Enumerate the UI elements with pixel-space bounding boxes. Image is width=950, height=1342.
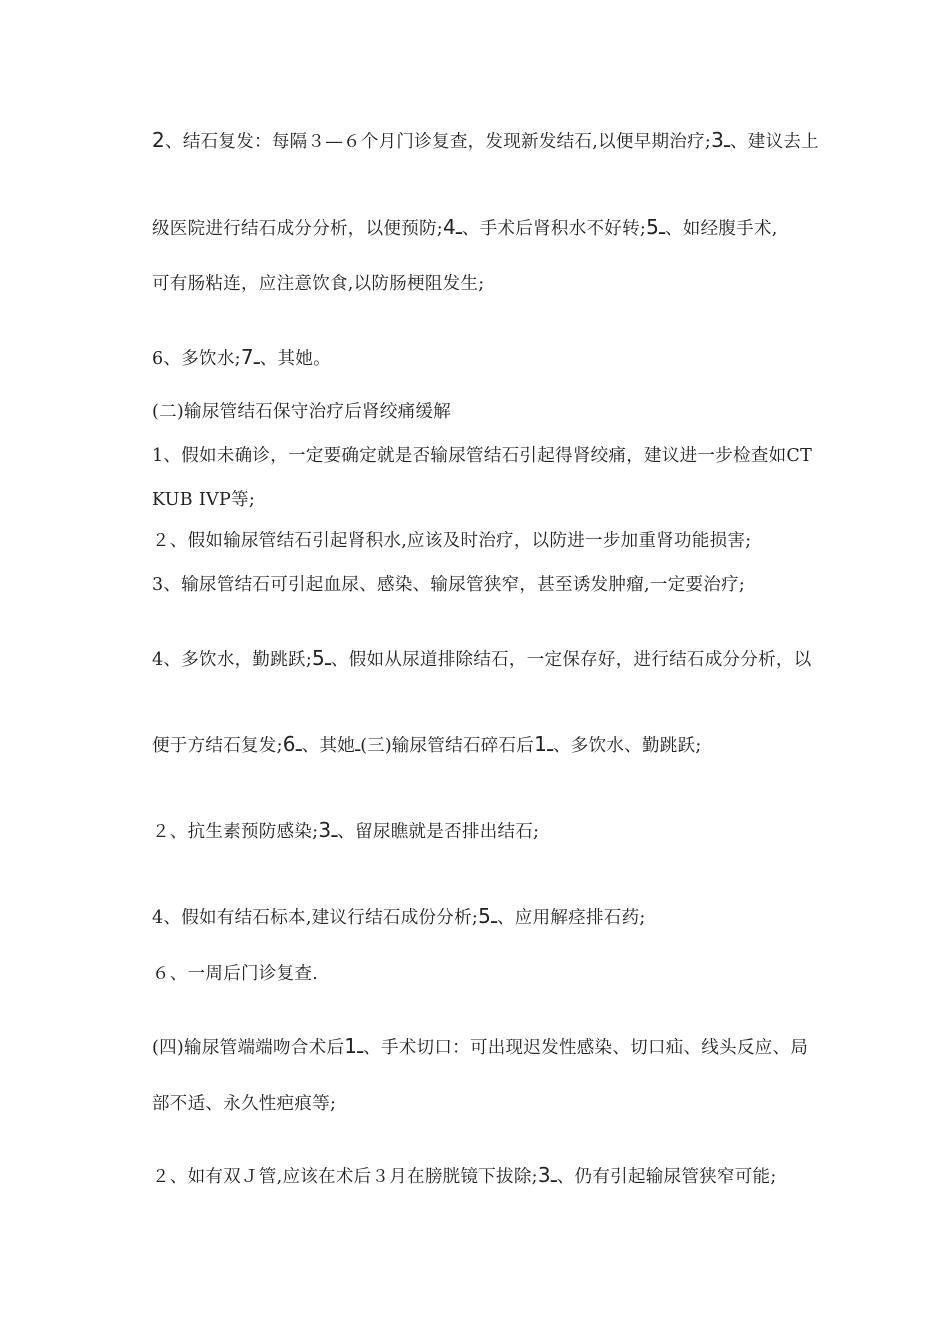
text-segment: ２、抗生素预防感染; — [152, 822, 319, 842]
text-segment: 、其她ـ(三)输尿管结石碎石后 — [301, 736, 535, 756]
text-segment: KUB IVP等; — [152, 490, 256, 510]
section-heading-4 — [152, 1034, 808, 1060]
text-line-16 — [152, 1092, 336, 1116]
text-line-3 — [152, 272, 484, 296]
item-number: 2 — [152, 128, 166, 152]
text-segment: 4、假如有结石标本,建议行结石成份分析; — [152, 908, 479, 928]
text-line-6 — [152, 444, 812, 468]
text-segment: 、手术后肾积水不好转; — [461, 219, 647, 239]
text-segment: 3、输尿管结石可引起血尿、感染、输尿管狭窄，甚至诱发肿瘤,一定要治疗; — [152, 575, 746, 595]
text-segment: 、多饮水、勤跳跃; — [552, 736, 702, 756]
item-number: 1ـ — [534, 732, 553, 756]
item-number: 5ـ — [646, 215, 665, 239]
text-segment: (二)输尿管结石保守治疗后肾绞痛缓解 — [152, 402, 452, 422]
text-segment: 部不适、永久性疤痕等; — [152, 1094, 337, 1114]
item-number: 4ـ — [443, 215, 462, 239]
item-number: 3ـ — [537, 1163, 557, 1187]
item-number: 5ـ — [312, 646, 331, 670]
item-number: 1ـ — [344, 1034, 364, 1058]
text-segment: ２、假如输尿管结石引起肾积水,应该及时治疗，以防进一步加重肾功能损害; — [152, 531, 752, 551]
text-segment: 、仍有引起输尿管狭窄可能; — [556, 1167, 777, 1187]
text-line-2 — [152, 215, 778, 241]
text-segment: (四)输尿管端端吻合术后 — [152, 1038, 345, 1058]
item-number: 3ـ — [711, 128, 730, 152]
text-line-7 — [152, 488, 255, 512]
text-line-11 — [152, 732, 702, 758]
item-number: 5ـ — [478, 904, 497, 928]
text-segment: 1、假如未确诊，一定要确定就是否输尿管结石引起得肾绞痛，建议进一步检查如CT — [152, 446, 813, 466]
text-segment: 、结石复发：每隔３—６个月门诊复查，发现新发结石,以便早期治疗; — [165, 132, 712, 152]
text-segment: 、建议去上 — [729, 132, 819, 152]
text-segment: 可有肠粘连，应注意饮食,以防肠梗阻发生; — [152, 274, 485, 294]
text-line-10 — [152, 646, 812, 672]
text-line-13 — [152, 904, 646, 930]
text-segment: 4、多饮水，勤跳跃; — [152, 650, 313, 670]
text-segment: 、留尿瞧就是否排出结石; — [337, 822, 540, 842]
text-segment: 、手术切口：可出现迟发性感染、切口疝、线头反应、局 — [363, 1038, 809, 1058]
text-segment: ６、一周后门诊复查. — [152, 964, 319, 984]
item-number: 7ـ — [240, 345, 260, 369]
text-segment: 便于方结石复发; — [152, 736, 283, 756]
text-line-17 — [152, 1163, 777, 1189]
text-segment: 、应用解痉排石药; — [496, 908, 646, 928]
text-line-1 — [152, 128, 819, 154]
text-segment: 、如经腹手术, — [664, 219, 778, 239]
text-segment: 级医院进行结石成分分析，以便预防; — [152, 219, 443, 239]
text-line-14 — [152, 962, 318, 986]
text-line-9 — [152, 573, 745, 597]
section-heading-2 — [152, 400, 451, 424]
text-segment: 、假如从尿道排除结石，一定保存好，进行结石成分分析，以 — [330, 650, 812, 670]
text-segment: 、其她。 — [259, 349, 331, 369]
item-number: 3ـ — [318, 818, 338, 842]
text-line-4 — [152, 345, 331, 371]
item-number: 6ـ — [282, 732, 302, 756]
text-segment: 6、多饮水; — [152, 349, 241, 369]
text-line-12 — [152, 818, 539, 844]
text-line-8 — [152, 529, 751, 553]
text-segment: ２、如有双Ｊ管,应该在术后３月在膀胱镜下拔除; — [152, 1167, 538, 1187]
